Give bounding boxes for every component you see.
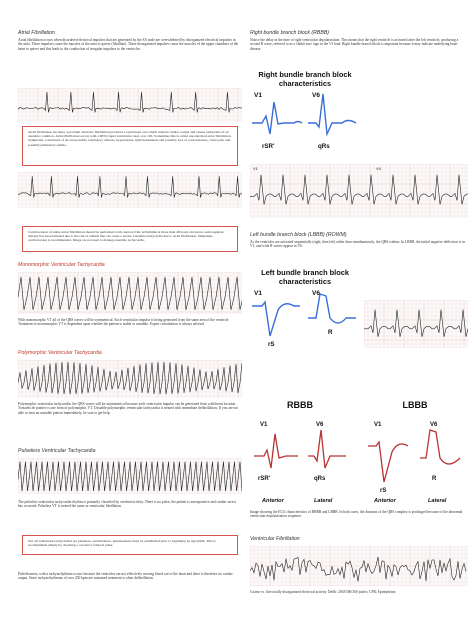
compare-v1b: V1 — [374, 422, 382, 428]
compare-caption: Image showing the ECG characteristics of RBBB and LBBB. In both cases, the duration of the QRS complex is prolonged because of the abnormal ventricular depolarization sequence. — [250, 510, 463, 519]
afib-ecg-1 — [18, 88, 242, 122]
compare-label-rsr: rSR' — [258, 476, 271, 482]
pulseless-heading: Pulseless Ventricular Tachycardia — [18, 448, 96, 454]
lbbb-lead-v1: V1 — [254, 290, 262, 297]
afib-ecg-strip-1 — [18, 88, 242, 122]
rbbb-diagram-title-2: characteristics — [278, 79, 332, 88]
compare-lbbb-v6 — [420, 430, 460, 464]
pulse-check-box — [22, 535, 238, 555]
rbbb-v6-waveform — [308, 94, 356, 134]
vfib-text: Coarse vs. fine totally disorganized electrical activity. Defib: 200J/300/360 joules; CPR; Epinephrine. — [250, 590, 397, 594]
lbbb-diagram-title-2: characteristics — [278, 277, 332, 286]
compare-v6b: V6 — [430, 422, 438, 428]
pvt-ecg — [18, 360, 242, 398]
lbbb-ecg — [364, 300, 468, 348]
lbbb-heading: Left bundle branch block (LBBB) (ROWM) — [250, 232, 347, 238]
compare-v1a: V1 — [260, 422, 268, 428]
mvt-heading: Monomorphic Ventricular Tachycardia — [18, 262, 105, 268]
rbbb-strip-v1: V1 — [253, 166, 258, 171]
cardioversion-box — [22, 226, 238, 252]
pulseless-ecg — [18, 458, 242, 494]
mvt-ecg-strip — [18, 272, 242, 314]
compare-label-qrs: qRs — [314, 476, 326, 482]
lbbb-label-rs: rS — [268, 341, 275, 348]
pulseless-ecg-strip — [18, 458, 242, 494]
lbbb-label-r: R — [328, 329, 333, 336]
lbbb-v6-waveform — [308, 294, 356, 323]
afib-heading: Atrial Fibrillation — [18, 30, 55, 36]
pvt-ecg-strip — [18, 360, 242, 398]
vfib-ecg-strip — [250, 546, 468, 586]
mvt-text: With monomorphic VT all of the QRS waves will be symmetrical. Each ventricular impulse is being generated from the same area of the ventricle. Treatment of monomorphic VT is dependent upon whether the patient is stable or unstable. Expert consultation is always advised. — [18, 318, 230, 327]
pulse-check-text: Not all ventricular tachycardias are pulseless, and therefore, pulselessness must be established prior to beginning an algorithm. This is accomplished simply by checking a carotid or femoral pulse. — [28, 539, 216, 548]
rbbb-diagram — [250, 68, 360, 156]
rbbb-label-qrs: qRs — [318, 143, 330, 150]
lbbb-text: As the ventricles are activated sequentially (right, then left) rather than simultaneously, the QRS widens. In LBBB, the initial negative deflection is in V1, and wide R waves appear in V6. — [250, 240, 466, 249]
compare-lbbb-v1 — [368, 442, 408, 482]
lbbb-diagram-title-1: Left bundle branch block — [261, 268, 349, 277]
vfib-ecg — [250, 546, 468, 586]
rbbb-label-rsr: rSR' — [262, 143, 275, 150]
rbbb-text: Notice the delay in the time of right ventricular depolarization. This means that the right ventricle is activated after the left ventricle, producing a second R wave, referred to as a 'rabbit ears' sign in the V1 lead. Right bundle branch block is important because it may indicate underlying heart disease. — [250, 38, 459, 51]
pvt-heading: Polymorphic Ventricular Tachycardia — [18, 350, 102, 356]
pvt-text: Polymorphic ventricular tachycardia: the QRS waves will be asymmetrical because each ventricular impulse can be generated from a different location. Torsades de pointes is one form of polymorphic VT. Unstable polymorphic ventricular tachycardia is treated with immediate defibrillation. If you are not able to treat an unstable patient immediately, be sure to get help. — [18, 402, 239, 415]
lbbb-ecg-strip — [364, 300, 468, 348]
cardioversion-text: Cardioversion of stable atrial fibrillation should be performed with caution if the arrhythmia is more than 48 hours old and no anticoagulant therapy has been initiated due to the risk of emboli that can cause a stroke. Unstable tachycardia due to atrial fibrillation: immediate cardioversion is recommended. Drugs are not used to manage unstable tachycardia. — [28, 230, 224, 243]
rbbb-v1-waveform — [252, 102, 302, 134]
compare-lateral-1: Lateral — [314, 498, 333, 504]
bbb-comparison-diagram — [250, 396, 468, 506]
compare-v6a: V6 — [316, 422, 324, 428]
lbbb-lead-v6: V6 — [312, 290, 320, 297]
compare-lateral-2: Lateral — [428, 498, 447, 504]
compare-label-rs: rS — [380, 488, 387, 494]
rbbb-ecg — [250, 164, 468, 218]
afib-ecg-2 — [18, 172, 242, 208]
pulseless-text: The pulseless ventricular tachycardia rhythm is primarily classified by cerebral activity. There is no pulse, the patient is unresponsive and cardiac arrest has occurred. Pulseless VT is treated the same as ventricular fibrillation. — [18, 500, 236, 509]
rbbb-diagram-title-1: Right bundle branch block — [258, 70, 352, 79]
compare-rbbb-title: RBBB — [287, 400, 313, 410]
afib-ecg-strip-2 — [18, 172, 242, 208]
compare-rbbb-v6 — [308, 430, 346, 468]
rbbb-lead-v1: V1 — [254, 92, 262, 99]
compare-label-r: R — [432, 476, 437, 482]
afib-intro: Atrial fibrillation occurs when disordered electrical impulses that are generated by the SA node are overwhelmed by disorganized electrical impulses in the atria. These impulses cause the muscles of the atria to quiver (fibrillate). These disorganized impulses cause the muscles of the upper chambers of the heart to quiver and this leads to the conduction of irregular impulses to the ventricles. — [18, 38, 239, 51]
rbbb-lead-v6: V6 — [312, 92, 320, 99]
rbbb-strip-v4: V4 — [376, 166, 381, 171]
vfib-heading: Ventricular Fibrillation — [250, 536, 300, 542]
afib-warning-box — [22, 126, 238, 166]
rbbb-ecg-strip — [250, 164, 468, 218]
lbbb-v1-waveform — [252, 302, 300, 336]
compare-lbbb-title: LBBB — [402, 400, 428, 410]
compare-anterior-1: Anterior — [262, 498, 284, 504]
lbbb-diagram — [250, 266, 360, 352]
pulseless-footer: Pulselessness, with a tachyarrhythmia occurs because the ventricles are not effectively moving blood out of the heart and there is therefore no cardiac output. Since tachyarrhythmias of over 250 bpm are sustained treatment is often defibrillation. — [18, 572, 233, 581]
rbbb-heading: Right bundle branch block (RBBB) — [250, 30, 330, 36]
compare-anterior-2: Anterior — [374, 498, 396, 504]
afib-warning-text: Atrial fibrillation becomes a problem when the fibrillation produces a rapid heart rate which reduces cardiac output and causes symptoms of an unstable condition. Atrial fibrillation occurs with a RVR (rapid ventricular rate) over 100. Sometimes this is called uncontrolled atrial fibrillation. Symptoms: a shortness of air and possibly respiratory distress, hypotension, light headedness and possibly loss of consciousness, chest pain, and possibly pulmonary edema. — [28, 130, 232, 147]
mvt-ecg — [18, 272, 242, 314]
compare-rbbb-v1 — [254, 434, 298, 468]
